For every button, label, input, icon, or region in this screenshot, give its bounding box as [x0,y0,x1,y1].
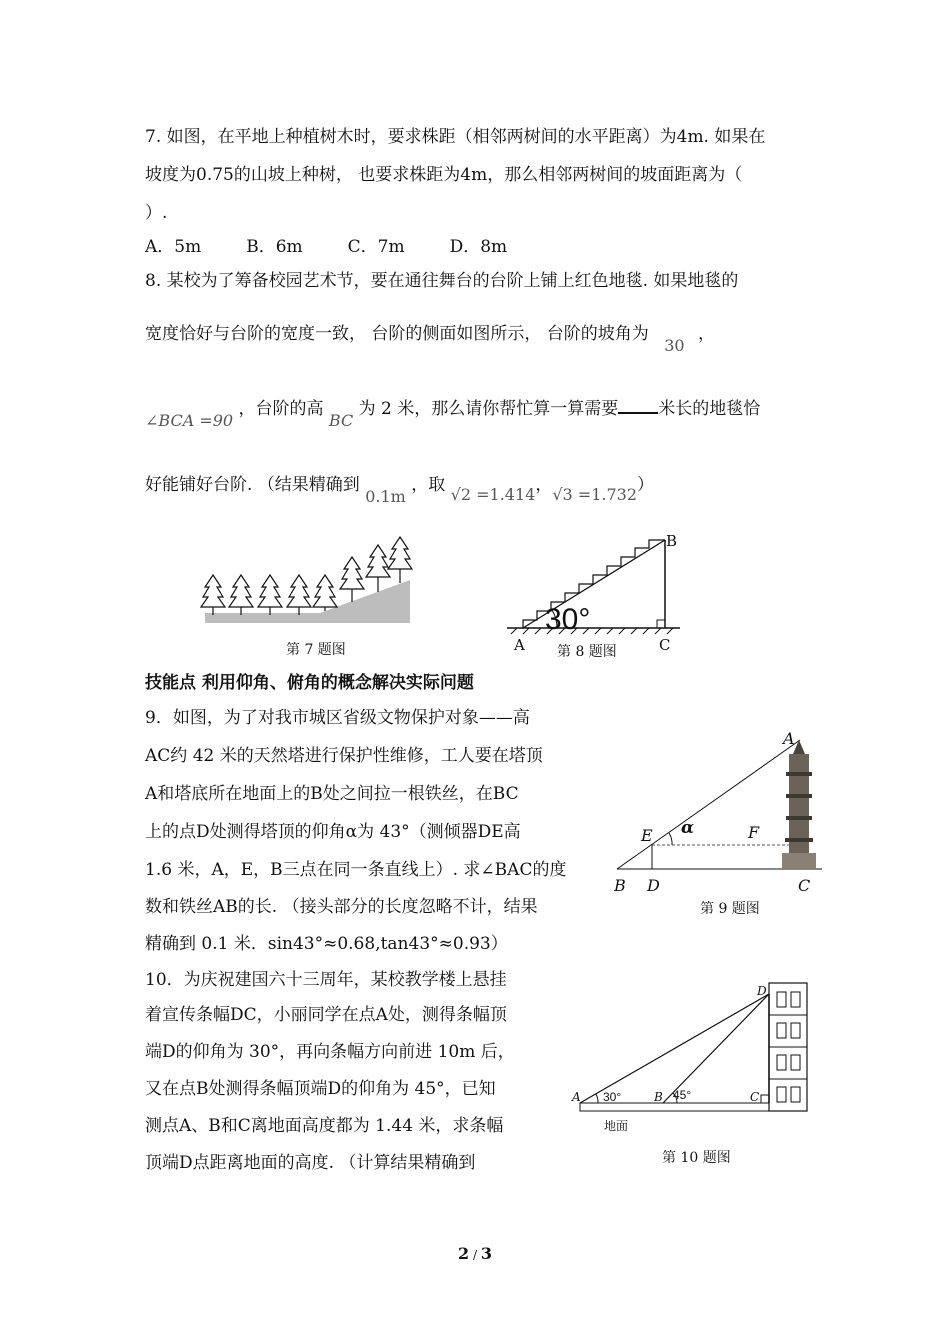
fig8-angle-label: 30° [545,603,591,636]
wire-ab [617,740,800,869]
q8-line4b: ，取 [411,475,446,495]
q9-line: 数和铁丝AB的长. （接头部分的长度忽略不计，结果 [145,897,538,917]
line-bd [663,994,769,1103]
tree-icon [340,557,364,602]
fig9-label-e: E [641,826,653,845]
q8-line1: 8. 某校为了筹备校园艺术节，要在通往舞台的台阶上铺上红色地毯. 如果地毯的 [145,271,739,291]
q8-angle: 30 [664,336,685,355]
q8-line2: 宽度恰好与台阶的宽度一致， 台阶的侧面如图所示， 台阶的坡角为 [145,324,649,344]
fig9-label-d: D [647,876,660,895]
fig10-angle-45: 45° [673,1088,692,1102]
q8-line3b: 为 2 米，那么请你帮忙算一算需要 [358,399,619,419]
figure-9-caption: 第 9 题图 [700,901,760,917]
fig10-label-a: A [572,1090,581,1104]
figure-10-caption: 第 10 题图 [662,1150,731,1166]
tree-icon [229,575,253,615]
total-pages: 3 [480,1244,492,1263]
fig9-label-alpha: α [681,818,695,838]
q7-line3: ）. [145,203,168,223]
figure-9-tower [612,728,827,878]
skill-heading: 技能点 利用仰角、俯角的概念解决实际问题 [145,673,474,693]
q9-line: A和塔底所在地面上的B处之间拉一根铁丝，在BC [145,784,519,804]
figure-7-trees [195,535,420,630]
q10-line: 着宣传条幅DC，小丽同学在点A处，测得条幅顶 [145,1005,507,1025]
q8-line3 [145,396,761,430]
current-page: 2 [458,1244,470,1263]
q8-line2-wrap: 宽度恰好与台阶的宽度一致， 台阶的侧面如图所示， 台阶的坡角为 30 ， [145,324,715,355]
q8-line4 [145,474,654,506]
q8-precision: 0.1m [365,487,406,506]
q7-line2: 坡度为0.75的山坡上种树， 也要求株距为4m，那么相邻两树间的坡面距离为（ [145,165,743,185]
q7-options [145,236,507,258]
q7-line1: 7. 如图，在平地上种植树木时，要求株距（相邻两树间的水平距离）为4m. 如果在 [145,127,766,147]
ground-strip [580,1103,770,1111]
q8-bc: BC [328,411,354,430]
q9-line: 9．如图，为了对我市城区省级文物保护对象——高 [145,708,530,728]
q9-line: 上的点D处测得塔顶的仰角α为 43°（测倾器DE高 [145,822,521,842]
fig10-label-c: C [750,1090,760,1104]
fig10-angle-30: 30° [603,1090,622,1104]
tree-icon [366,545,390,592]
fig9-label-b: B [614,876,626,895]
q8-sqrt2: √2 =1.414 [450,485,536,504]
tree-icon [201,575,225,615]
fig10-ground-label: 地面 [604,1119,629,1133]
fig8-label-a: A [514,636,525,654]
q8-sqrt3: √3 =1.732 [552,485,637,504]
q8-angle-bca: ∠BCA =90 [145,411,234,430]
q7-option-c: C．7m [347,237,405,257]
q9-line: 精确到 0.1 米．sin43°≈0.68,tan43°≈0.93） [145,934,508,954]
tree-icon [388,537,412,583]
q9-line: AC约 42 米的天然塔进行保护性维修，工人要在塔顶 [145,746,543,766]
tree-icon [258,575,282,615]
figure-7-caption: 第 7 题图 [286,642,346,658]
fig10-label-d: D [757,984,767,998]
fig9-label-c: C [798,876,811,895]
q7-option-d: D．8m [449,237,508,257]
q8-close: ） [637,475,654,495]
line-ad [580,994,769,1103]
q8-line3c: 米长的地毯恰 [658,399,761,419]
q8-sep: ， [535,475,553,495]
q7-option-b: B．6m [246,237,303,257]
answer-blank[interactable] [618,396,658,414]
fig10-label-b: B [654,1090,663,1104]
q10-line: 测点A、B和C离地面高度都为 1.44 米，求条幅 [145,1116,504,1136]
q8-line3a: ，台阶的高 [238,399,324,419]
q8-line4a: 好能铺好台阶. （结果精确到 [145,475,360,495]
fig9-label-f: F [748,823,760,842]
tree-icon [313,575,337,611]
page-number: 2 / 3 [458,1244,492,1263]
fig8-label-b: B [666,532,678,550]
tree-icon [287,575,311,615]
figure-8-caption: 第 8 题图 [557,644,617,660]
q10-line: 又在点B处测得条幅顶端D的仰角为 45°，已知 [145,1079,496,1099]
ground-hatch [511,628,673,634]
fig9-label-a: A [783,729,795,748]
q10-line: 顶端D点距离地面的高度. （计算结果精确到 [145,1153,476,1173]
q9-line: 1.6 米，A，E，B三点在同一条直线上）. 求∠BAC的度 [145,860,567,880]
q10-line: 端D的仰角为 30°，再向条幅方向前进 10m 后， [145,1042,515,1062]
q10-line: 10．为庆祝建国六十三周年，某校教学楼上悬挂 [145,970,507,990]
q7-option-a: A．5m [145,237,202,257]
tower-icon [782,740,816,869]
fig8-label-c: C [659,636,671,654]
